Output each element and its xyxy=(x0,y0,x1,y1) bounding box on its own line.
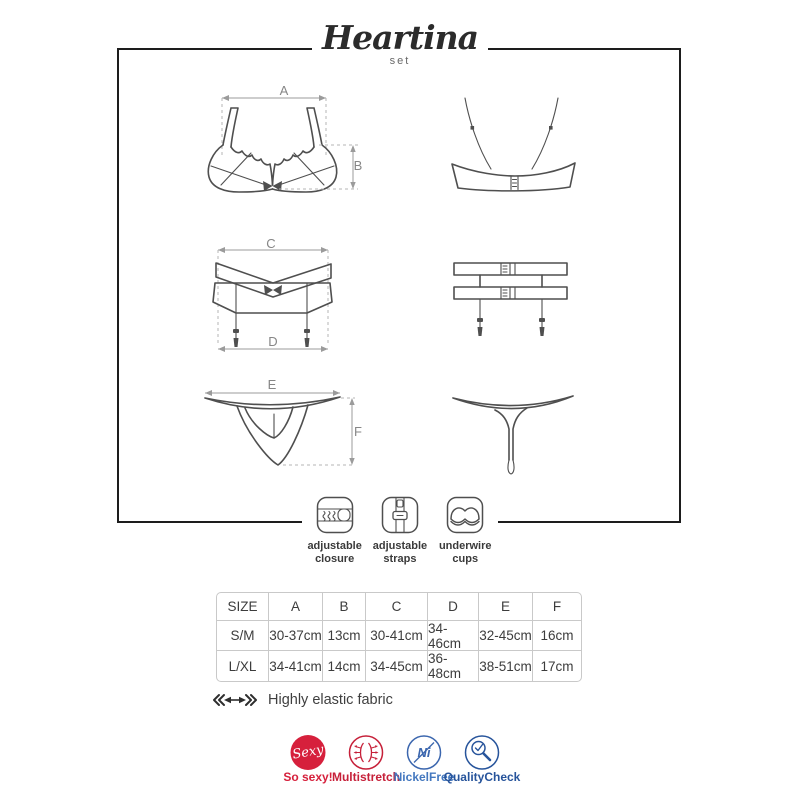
elastic-arrow-icon xyxy=(212,690,258,710)
dim-label-a: A xyxy=(279,83,289,98)
size-table-cell: 17cm xyxy=(540,658,574,674)
garter-belt-back-diagram xyxy=(445,232,595,360)
feature-label: adjustable straps xyxy=(372,540,428,565)
size-table-cell: 36-48cm xyxy=(428,651,479,681)
dim-label-f: F xyxy=(354,424,362,439)
size-table-cell: 34-45cm xyxy=(366,651,428,681)
feature-icons-row xyxy=(302,496,498,566)
size-table-cell: 30-41cm xyxy=(366,621,428,651)
multistretch-badge-icon xyxy=(346,733,386,773)
feature-label: underwire cups xyxy=(438,540,492,565)
fabric-note-row xyxy=(212,690,393,710)
size-table-header: C xyxy=(366,593,428,621)
feature-adjustable-straps xyxy=(367,496,432,566)
thong-front-diagram xyxy=(195,372,370,490)
quality-check-badge-label: QualityCheck xyxy=(443,770,521,784)
fabric-note-text: Highly elastic fabric xyxy=(268,692,393,708)
size-table-header: F xyxy=(533,593,581,621)
size-table-header: B xyxy=(323,593,366,621)
multistretch-badge-label: Multistretch xyxy=(331,770,400,784)
size-table-cell: S/M xyxy=(217,621,269,651)
so-sexy-badge-label: So sexy! xyxy=(283,770,333,784)
sexy-script-text: Sexy xyxy=(291,741,325,763)
bra-front-diagram xyxy=(195,88,370,203)
product-title: Heartina xyxy=(321,18,479,57)
nickel-free-badge-label: NickelFree xyxy=(393,770,455,784)
size-table-cell: 38-51cm xyxy=(479,651,533,681)
adjustable-closure-icon xyxy=(316,496,354,534)
dim-label-e: E xyxy=(267,377,277,392)
product-subtitle: set xyxy=(389,55,411,67)
dim-label-c: C xyxy=(266,236,276,251)
nickel-symbol-text: Ni xyxy=(417,744,431,760)
feature-underwire-cups xyxy=(433,496,498,566)
size-table-header: SIZE xyxy=(217,593,269,621)
size-table-cell: 30-37cm xyxy=(269,621,323,651)
garter-belt-front-diagram xyxy=(195,232,370,360)
dim-label-d: D xyxy=(268,334,278,349)
size-table-header: E xyxy=(479,593,533,621)
size-table-cell: 13cm xyxy=(323,621,366,651)
size-table xyxy=(216,592,582,682)
size-table-cell: 14cm xyxy=(323,651,366,681)
size-table-header: D xyxy=(428,593,479,621)
title-block xyxy=(312,20,488,67)
size-table-cell: 32-45cm xyxy=(479,621,533,651)
underwire-cups-icon xyxy=(446,496,484,534)
size-table-cell: 34-46cm xyxy=(428,621,479,651)
thong-back-diagram xyxy=(445,372,595,490)
dim-label-b: B xyxy=(353,158,363,173)
size-table-cell: L/XL xyxy=(217,651,269,681)
quality-check-badge-icon xyxy=(462,733,502,773)
size-table-cell: 34-41cm xyxy=(269,651,323,681)
bra-back-diagram xyxy=(445,88,585,203)
size-table-cell: 16cm xyxy=(533,621,581,651)
adjustable-straps-icon xyxy=(381,496,419,534)
feature-adjustable-closure xyxy=(302,496,367,566)
feature-label: adjustable closure xyxy=(307,540,362,565)
size-table-header: A xyxy=(269,593,323,621)
